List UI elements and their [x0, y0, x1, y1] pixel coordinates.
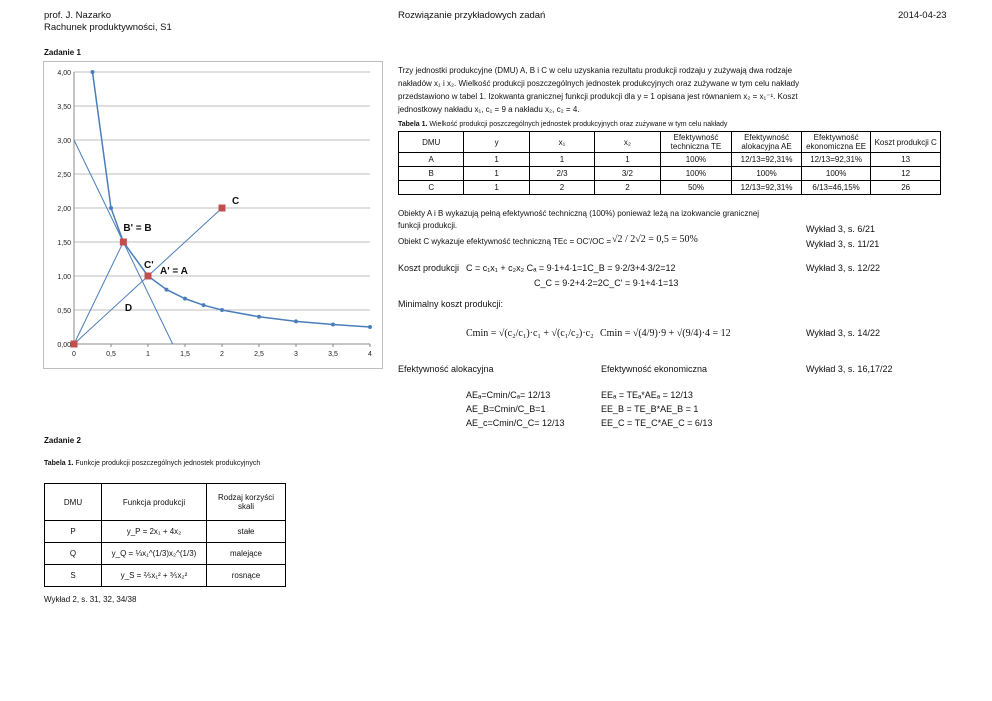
- table-row: [45, 521, 286, 543]
- cell: 6/13=46,15%: [801, 181, 871, 195]
- cost-formula-2: C_C = 9∙2+4∙2=2C_C' = 9∙1+4∙1=13: [534, 278, 679, 288]
- table-row: [45, 565, 286, 587]
- author: prof. J. Nazarko: [44, 10, 112, 21]
- ref-5: Wykład 3, s. 16,17/22: [806, 364, 893, 374]
- text-line: Obiekty A i B wykazują pełną efektywność techniczną (100%) ponieważ leżą na izokwancie granicznej: [398, 209, 760, 218]
- chart-frame: [43, 61, 383, 369]
- table1-caption-text: Wielkość produkcji poszczególnych jednostek produkcyjnych oraz zużywane w tym celu nakłady: [427, 121, 728, 128]
- isoquant-point: [91, 70, 95, 74]
- isoquant-point: [368, 325, 372, 329]
- table-header-row: [399, 132, 941, 153]
- point-label: A' = A: [160, 266, 188, 277]
- table2-caption: [44, 460, 260, 467]
- dmu-table: [398, 131, 941, 195]
- table1-caption-bold: Tabela 1.: [398, 121, 428, 128]
- th-returns: Rodzaj korzyści skali: [207, 484, 286, 521]
- point-label: B' = B: [123, 223, 152, 234]
- cell: 12/13=92,31%: [732, 181, 802, 195]
- th-ee: Efektywność ekonomiczna EE: [801, 132, 871, 153]
- table1-caption: [398, 121, 727, 128]
- ref-2: Wykład 3, s. 11/21: [806, 239, 880, 249]
- cell: 2/3: [529, 167, 594, 181]
- table-row: [45, 543, 286, 565]
- cell: 12: [871, 167, 941, 181]
- y-tick-label: 2,50: [57, 172, 71, 179]
- th-ae: Efektywność alokacyjna AE: [732, 132, 802, 153]
- th-cost: Koszt produkcji C: [871, 132, 941, 153]
- cell: y_Q = ⅓x₁^(1/3)x₂^(1/3): [102, 543, 207, 565]
- ae-formulas: [466, 388, 565, 430]
- cell: 1: [464, 167, 529, 181]
- cell: y_P = 2x₁ + 4x₂: [102, 521, 207, 543]
- text-line: funkcji produkcji.: [398, 221, 458, 230]
- th-y: y: [464, 132, 529, 153]
- x-tick-label: 4: [368, 351, 372, 358]
- x-tick-label: 3,5: [328, 351, 338, 358]
- y-tick-label: 1,50: [57, 240, 71, 247]
- table2-caption-text: Funkcje produkcji poszczególnych jednostek produkcyjnych: [73, 460, 261, 467]
- task2-ref: Wykład 2, s. 31, 32, 34/38: [44, 595, 137, 604]
- cmin-value-formula: Cmin = √(4/9)·9 + √(9/4)·4 = 12: [600, 328, 731, 339]
- isoquant-point: [331, 323, 335, 327]
- point-marker: [71, 341, 78, 348]
- isoquant-point: [183, 297, 187, 301]
- ae-line: AEₐ=Cmin/Cₐ= 12/13: [466, 390, 551, 400]
- ray-line: [74, 242, 123, 344]
- cell: rosnące: [207, 565, 286, 587]
- ae-line: AE_B=Cmin/C_B=1: [466, 404, 546, 414]
- th-x2: x₂: [595, 132, 660, 153]
- cell: 1: [464, 153, 529, 167]
- cell: malejące: [207, 543, 286, 565]
- cell: C: [399, 181, 464, 195]
- intro-line: jednostkowy nakładu x₁, c₁ = 9 a nakładu x₂, c₂ = 4.: [398, 105, 580, 114]
- cell: 1: [464, 181, 529, 195]
- ee-line: EE_C = TE_C*AE_C = 6/13: [601, 418, 713, 428]
- th-x1: x₁: [529, 132, 594, 153]
- isoquant-point: [220, 308, 224, 312]
- cell: 100%: [660, 153, 732, 167]
- econ-label: Efektywność ekonomiczna: [601, 364, 708, 374]
- point-marker: [145, 273, 152, 280]
- ref-1: Wykład 3, s. 6/21: [806, 224, 875, 234]
- table-row: [399, 181, 941, 195]
- tec-formula: √2 / 2√2 = 0,5 = 50%: [612, 234, 698, 245]
- ref-3: Wykład 3, s. 12/22: [806, 263, 880, 273]
- y-tick-label: 0,00: [57, 342, 71, 349]
- cell: 26: [871, 181, 941, 195]
- course-name: Rachunek produktywności, S1: [44, 22, 172, 33]
- ref-4: Wykład 3, s. 14/22: [806, 328, 880, 338]
- cell: Q: [45, 543, 102, 565]
- point-label: C: [232, 196, 240, 207]
- ee-formulas: [601, 388, 712, 430]
- point-label: C': [144, 260, 154, 271]
- x-tick-label: 1,5: [180, 351, 190, 358]
- cell: y_S = ⅖x₁² + ⅗x₂²: [102, 565, 207, 587]
- production-functions-table: [44, 483, 286, 587]
- x-tick-label: 2: [220, 351, 224, 358]
- alloc-label: Efektywność alokacyjna: [398, 364, 494, 374]
- cell: P: [45, 521, 102, 543]
- cell: 100%: [732, 167, 802, 181]
- isoquant-point: [165, 288, 169, 292]
- th-function: Funkcja produkcji: [102, 484, 207, 521]
- isoquant-point: [294, 319, 298, 323]
- cell: 100%: [660, 167, 732, 181]
- y-tick-label: 3,50: [57, 104, 71, 111]
- cell: A: [399, 153, 464, 167]
- table2-caption-bold: Tabela 1.: [44, 460, 74, 467]
- isoquant-point: [109, 206, 113, 210]
- cost-label: Koszt produkcji: [398, 263, 460, 273]
- table-row: [399, 167, 941, 181]
- point-marker: [120, 239, 127, 246]
- x-tick-label: 3: [294, 351, 298, 358]
- task2-heading: Zadanie 2: [44, 436, 81, 445]
- ab-efficiency-text: [398, 208, 759, 232]
- point-label: D: [124, 303, 133, 315]
- cell: 2: [595, 181, 660, 195]
- cell: 3/2: [595, 167, 660, 181]
- task1-heading: Zadanie 1: [44, 48, 81, 57]
- page-title: Rozwiązanie przykładowych zadań: [398, 10, 546, 21]
- c-efficiency-text: Obiekt C wykazuje efektywność techniczną TEc = OC'/OC =: [398, 237, 612, 246]
- cell: 12/13=92,31%: [732, 153, 802, 167]
- x-tick-label: 1: [146, 351, 150, 358]
- cell: 13: [871, 153, 941, 167]
- task1-intro: [398, 64, 858, 116]
- cmin-general-formula: Cmin = √(c₂/c₁)·c₁ + √(c₁/c₂)·c₂: [466, 328, 594, 339]
- y-tick-label: 4,00: [57, 70, 71, 77]
- ee-line: EE_B = TE_B*AE_B = 1: [601, 404, 699, 414]
- th-dmu: DMU: [399, 132, 464, 153]
- cell: 2: [529, 181, 594, 195]
- th-dmu: DMU: [45, 484, 102, 521]
- cell: 12/13=92,31%: [801, 153, 871, 167]
- cell: 100%: [801, 167, 871, 181]
- table-header-row: [45, 484, 286, 521]
- isoquant-chart: [44, 62, 382, 368]
- cost-formula-1: C = c₁x₁ + c₂x₂ Cₐ = 9∙1+4∙1=1C_B = 9∙2/3+4∙3/2=12: [466, 263, 676, 273]
- date: 2014-04-23: [898, 10, 947, 21]
- cell: stałe: [207, 521, 286, 543]
- cell: S: [45, 565, 102, 587]
- ae-line: AE_c=Cmin/C_C= 12/13: [466, 418, 565, 428]
- cell: 1: [595, 153, 660, 167]
- x-tick-label: 2,5: [254, 351, 264, 358]
- y-tick-label: 1,00: [57, 274, 71, 281]
- cell: 1: [529, 153, 594, 167]
- th-te: Efektywność techniczna TE: [660, 132, 732, 153]
- intro-line: Trzy jednostki produkcyjne (DMU) A, B i C w celu uzyskania rezultatu produkcji rodzaju y zużywają dwa rodzaje: [398, 66, 793, 75]
- cell: B: [399, 167, 464, 181]
- intro-line: przedstawiono w tabel 1. Izokwanta granicznej funkcji produkcji dla y = 1 opisana jest równaniem x₂ = x₁⁻¹. Koszt: [398, 92, 798, 101]
- isoquant-point: [257, 315, 261, 319]
- y-tick-label: 2,00: [57, 206, 71, 213]
- intro-line: nakładów x₁ i x₂. Wielkość produkcji poszczególnych jednostek produkcyjnych oraz zużywane w tym celu nakłady: [398, 79, 800, 88]
- isoquant-point: [202, 303, 206, 307]
- point-marker: [219, 205, 226, 212]
- ee-line: EEₐ = TEₐ*AEₐ = 12/13: [601, 390, 693, 400]
- y-tick-label: 0,50: [57, 308, 71, 315]
- table-row: [399, 153, 941, 167]
- x-tick-label: 0,5: [106, 351, 116, 358]
- y-tick-label: 3,00: [57, 138, 71, 145]
- cell: 50%: [660, 181, 732, 195]
- x-tick-label: 0: [72, 351, 76, 358]
- min-cost-label: Minimalny koszt produkcji:: [398, 299, 504, 309]
